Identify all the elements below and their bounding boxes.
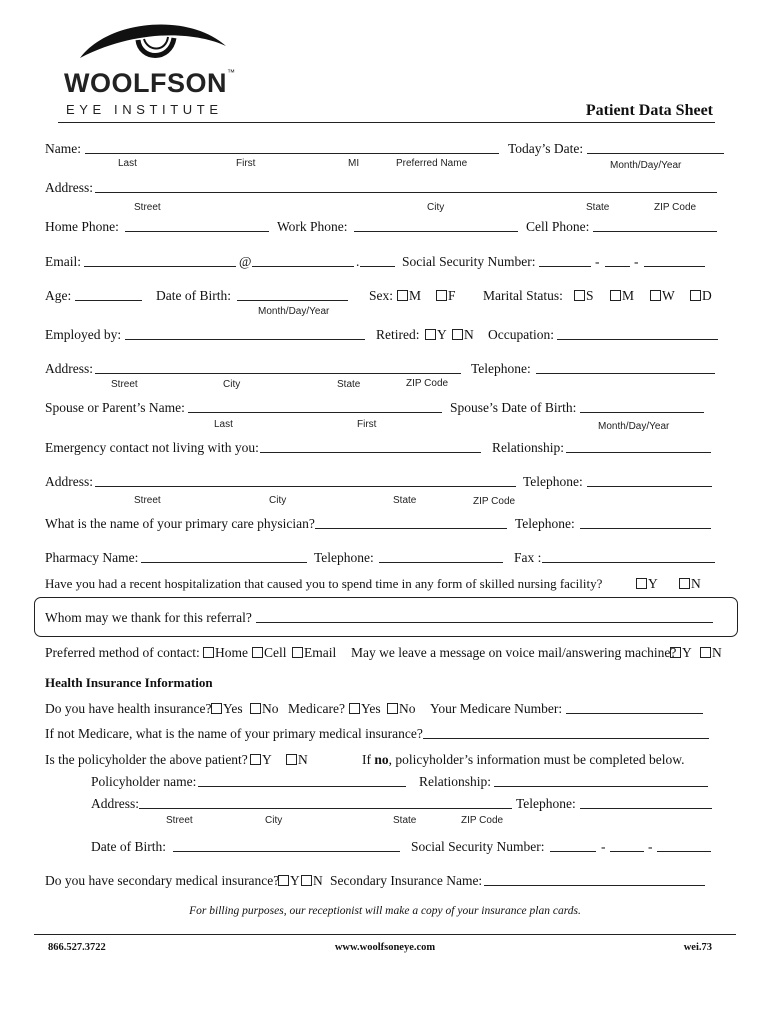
policyholder-dob-field[interactable] xyxy=(173,851,400,852)
cell-phone-field[interactable] xyxy=(593,231,717,232)
hospitalization-no-checkbox[interactable] xyxy=(679,578,690,589)
hospitalization-yes-option[interactable]: Y xyxy=(636,576,658,592)
secondary-name-label: Secondary Insurance Name: xyxy=(330,873,483,888)
dob-sub: Month/Day/Year xyxy=(258,306,330,317)
employer-sub-city: City xyxy=(223,379,241,390)
medicare-number-label: Your Medicare Number: xyxy=(430,701,563,716)
policyholder-telephone-field[interactable] xyxy=(580,808,712,809)
contact-email-checkbox[interactable] xyxy=(292,647,303,658)
primary-insurance-field[interactable] xyxy=(423,738,709,739)
primary-care-telephone-label: Telephone: xyxy=(515,516,575,531)
email-domain-field[interactable] xyxy=(252,266,354,267)
ssn-part1-field[interactable] xyxy=(539,266,591,267)
referral-label: Whom may we thank for this referral? xyxy=(45,610,252,625)
emergency-label: Emergency contact not living with you: xyxy=(45,440,259,455)
policyholder-ssn-part1-field[interactable] xyxy=(550,851,596,852)
email-label: Email: xyxy=(45,254,81,269)
medicare-no-option[interactable]: No xyxy=(387,701,416,717)
secondary-no-checkbox[interactable] xyxy=(301,875,312,886)
voicemail-no-checkbox[interactable] xyxy=(700,647,711,658)
name-sub-mi: MI xyxy=(348,158,360,169)
marital-d-option[interactable]: D xyxy=(690,288,712,304)
marital-w-option[interactable]: W xyxy=(650,288,675,304)
marital-w-checkbox[interactable] xyxy=(650,290,661,301)
header-rule xyxy=(58,122,715,123)
policyholder-telephone-label: Telephone: xyxy=(516,796,576,811)
contact-email-option[interactable]: Email xyxy=(292,645,336,661)
occupation-field[interactable] xyxy=(557,339,718,340)
sex-m-checkbox[interactable] xyxy=(397,290,408,301)
age-field[interactable] xyxy=(75,300,142,301)
todays-date-label: Today’s Date: xyxy=(508,141,584,156)
home-phone-field[interactable] xyxy=(125,231,269,232)
voicemail-label: May we leave a message on voice mail/answering machine? xyxy=(351,645,677,660)
age-label: Age: xyxy=(45,288,72,303)
employer-address-field[interactable] xyxy=(95,373,461,374)
footer-website: www.woolfsoneye.com xyxy=(334,942,436,953)
policyholder-address-field[interactable] xyxy=(139,808,512,809)
footer-code: wei.73 xyxy=(683,942,712,953)
ssn-dash-1: - xyxy=(595,254,600,269)
spouse-sub-first: First xyxy=(357,419,377,430)
policyholder-question: Is the policyholder the above patient? xyxy=(45,752,248,767)
have-insurance-label: Do you have health insurance? xyxy=(45,701,212,716)
policyholder-yes-option[interactable]: Y xyxy=(250,752,272,768)
retired-label: Retired: xyxy=(376,327,420,342)
date-sub: Month/Day/Year xyxy=(610,160,682,171)
marital-s-option[interactable]: S xyxy=(574,288,594,304)
name-label: Name: xyxy=(45,141,81,156)
home-phone-label: Home Phone: xyxy=(45,219,119,234)
emergency-field[interactable] xyxy=(260,452,481,453)
retired-yes-option[interactable]: Y xyxy=(425,327,447,343)
policyholder-name-field[interactable] xyxy=(198,786,406,787)
policyholder-ssn-label: Social Security Number: xyxy=(411,839,545,854)
emergency-sub-city: City xyxy=(269,495,287,506)
dob-label: Date of Birth: xyxy=(156,288,231,303)
contact-cell-option[interactable]: Cell xyxy=(252,645,287,661)
ssn-part3-field[interactable] xyxy=(644,266,705,267)
ssn-dash-2: - xyxy=(634,254,639,269)
marital-d-checkbox[interactable] xyxy=(690,290,701,301)
secondary-name-field[interactable] xyxy=(484,885,705,886)
emergency-address-field[interactable] xyxy=(95,486,516,487)
page-title: Patient Data Sheet xyxy=(585,102,713,119)
retired-yes-checkbox[interactable] xyxy=(425,329,436,340)
pharmacy-label: Pharmacy Name: xyxy=(45,550,139,565)
policyholder-name-label: Policyholder name: xyxy=(91,774,197,789)
insurance-heading: Health Insurance Information xyxy=(45,675,213,690)
have-insurance-yes-option[interactable]: Yes xyxy=(211,701,243,717)
policyholder-no-checkbox[interactable] xyxy=(286,754,297,765)
pharmacy-field[interactable] xyxy=(141,562,307,563)
employer-address-label: Address: xyxy=(45,361,93,376)
medicare-yes-checkbox[interactable] xyxy=(349,703,360,714)
medicare-no-checkbox[interactable] xyxy=(387,703,398,714)
contact-home-option[interactable]: Home xyxy=(203,645,248,661)
marital-m-checkbox[interactable] xyxy=(610,290,621,301)
address-sub-state: State xyxy=(586,202,610,213)
policyholder-sub-city: City xyxy=(265,815,283,826)
spouse-dob-field[interactable] xyxy=(580,412,704,413)
name-field[interactable] xyxy=(85,153,499,154)
retired-no-option[interactable]: N xyxy=(452,327,474,343)
policyholder-dob-label: Date of Birth: xyxy=(91,839,166,854)
secondary-no-option[interactable]: N xyxy=(301,873,323,889)
employer-sub-zip: ZIP Code xyxy=(406,378,449,389)
employed-by-label: Employed by: xyxy=(45,327,122,342)
ssn-part2-field[interactable] xyxy=(605,266,630,267)
sex-label: Sex: xyxy=(369,288,394,303)
emergency-sub-zip: ZIP Code xyxy=(473,496,516,507)
work-phone-field[interactable] xyxy=(354,231,518,232)
footer-rule xyxy=(34,934,736,935)
marital-s-checkbox[interactable] xyxy=(574,290,585,301)
policyholder-ssn-dash-1: - xyxy=(601,839,606,854)
fax-field[interactable] xyxy=(542,562,715,563)
have-insurance-no-option[interactable]: No xyxy=(250,701,279,717)
name-sub-last: Last xyxy=(118,158,137,169)
footer-phone: 866.527.3722 xyxy=(48,942,106,953)
medicare-number-field[interactable] xyxy=(566,713,703,714)
policyholder-relationship-field[interactable] xyxy=(494,786,708,787)
occupation-label: Occupation: xyxy=(488,327,554,342)
spouse-sub-last: Last xyxy=(214,419,233,430)
primary-insurance-label: If not Medicare, what is the name of your primary medical insurance? xyxy=(45,726,423,741)
contact-home-checkbox[interactable] xyxy=(203,647,214,658)
address-label: Address: xyxy=(45,180,93,195)
spouse-dob-sub: Month/Day/Year xyxy=(598,421,670,432)
fax-label: Fax : xyxy=(514,550,542,565)
emergency-sub-state: State xyxy=(393,495,417,506)
voicemail-yes-checkbox[interactable] xyxy=(670,647,681,658)
emergency-telephone-field[interactable] xyxy=(587,486,712,487)
logo xyxy=(58,18,248,120)
employed-by-field[interactable] xyxy=(125,339,365,340)
policyholder-relationship-label: Relationship: xyxy=(419,774,491,789)
policyholder-ssn-part2-field[interactable] xyxy=(610,851,644,852)
employer-sub-state: State xyxy=(337,379,361,390)
emergency-telephone-label: Telephone: xyxy=(523,474,583,489)
pharmacy-telephone-label: Telephone: xyxy=(314,550,374,565)
spouse-name-field[interactable] xyxy=(188,412,442,413)
email-dot: . xyxy=(356,254,360,269)
name-sub-preferred: Preferred Name xyxy=(396,158,468,169)
employer-telephone-label: Telephone: xyxy=(471,361,531,376)
spouse-dob-label: Spouse’s Date of Birth: xyxy=(450,400,577,415)
work-phone-label: Work Phone: xyxy=(277,219,348,234)
email-user-field[interactable] xyxy=(84,266,236,267)
cell-phone-label: Cell Phone: xyxy=(526,219,590,234)
policyholder-sub-state: State xyxy=(393,815,417,826)
policyholder-yes-checkbox[interactable] xyxy=(250,754,261,765)
secondary-yes-checkbox[interactable] xyxy=(278,875,289,886)
address-sub-zip: ZIP Code xyxy=(654,202,697,213)
ssn-label: Social Security Number: xyxy=(402,254,536,269)
email-at: @ xyxy=(239,254,252,269)
contact-method-label: Preferred method of contact: xyxy=(45,645,200,660)
retired-no-checkbox[interactable] xyxy=(452,329,463,340)
hospitalization-label: Have you had a recent hospitalization that caused you to spend time in any form of skilled nursing facility? xyxy=(45,576,603,591)
have-insurance-yes-checkbox[interactable] xyxy=(211,703,222,714)
emergency-address-label: Address: xyxy=(45,474,93,489)
primary-care-telephone-field[interactable] xyxy=(580,528,711,529)
policyholder-ssn-part3-field[interactable] xyxy=(657,851,711,852)
policyholder-note: If no, policyholder’s information must be completed below. xyxy=(362,752,685,767)
voicemail-yes-option[interactable]: Y xyxy=(670,645,692,661)
medicare-label: Medicare? xyxy=(288,701,345,716)
secondary-insurance-label: Do you have secondary medical insurance? xyxy=(45,873,280,888)
policyholder-sub-zip: ZIP Code xyxy=(461,815,504,826)
referral-field[interactable] xyxy=(256,622,713,623)
trademark: ™ xyxy=(226,68,236,77)
logo-subtitle: EYE INSTITUTE xyxy=(66,102,223,117)
have-insurance-no-checkbox[interactable] xyxy=(250,703,261,714)
address-field[interactable] xyxy=(95,192,717,193)
policyholder-sub-street: Street xyxy=(166,815,193,826)
contact-cell-checkbox[interactable] xyxy=(252,647,263,658)
sex-m-option[interactable]: M xyxy=(397,288,421,304)
address-sub-city: City xyxy=(427,202,445,213)
dob-field[interactable] xyxy=(237,300,348,301)
name-sub-first: First xyxy=(236,158,256,169)
marital-label: Marital Status: xyxy=(483,288,563,303)
policyholder-address-label: Address: xyxy=(91,796,139,811)
billing-note: For billing purposes, our receptionist will make a copy of your insurance plan cards. xyxy=(189,905,581,917)
hospitalization-no-option[interactable]: N xyxy=(679,576,701,592)
primary-care-label: What is the name of your primary care physician? xyxy=(45,516,315,531)
policyholder-ssn-dash-2: - xyxy=(648,839,653,854)
eye-logo-icon xyxy=(78,18,228,70)
policyholder-no-option[interactable]: N xyxy=(286,752,308,768)
sex-f-option[interactable]: F xyxy=(436,288,456,304)
todays-date-field[interactable] xyxy=(587,153,724,154)
primary-care-field[interactable] xyxy=(315,528,507,529)
secondary-yes-option[interactable]: Y xyxy=(278,873,300,889)
logo-word: WOOLFSON™ xyxy=(64,68,236,98)
marital-m-option[interactable]: M xyxy=(610,288,634,304)
emergency-relationship-field[interactable] xyxy=(566,452,711,453)
employer-telephone-field[interactable] xyxy=(536,373,715,374)
medicare-yes-option[interactable]: Yes xyxy=(349,701,381,717)
emergency-relationship-label: Relationship: xyxy=(492,440,564,455)
spouse-name-label: Spouse or Parent’s Name: xyxy=(45,400,185,415)
address-sub-street: Street xyxy=(134,202,161,213)
emergency-sub-street: Street xyxy=(134,495,161,506)
sex-f-checkbox[interactable] xyxy=(436,290,447,301)
email-tld-field[interactable] xyxy=(360,266,395,267)
pharmacy-telephone-field[interactable] xyxy=(379,562,503,563)
voicemail-no-option[interactable]: N xyxy=(700,645,722,661)
hospitalization-yes-checkbox[interactable] xyxy=(636,578,647,589)
employer-sub-street: Street xyxy=(111,379,138,390)
